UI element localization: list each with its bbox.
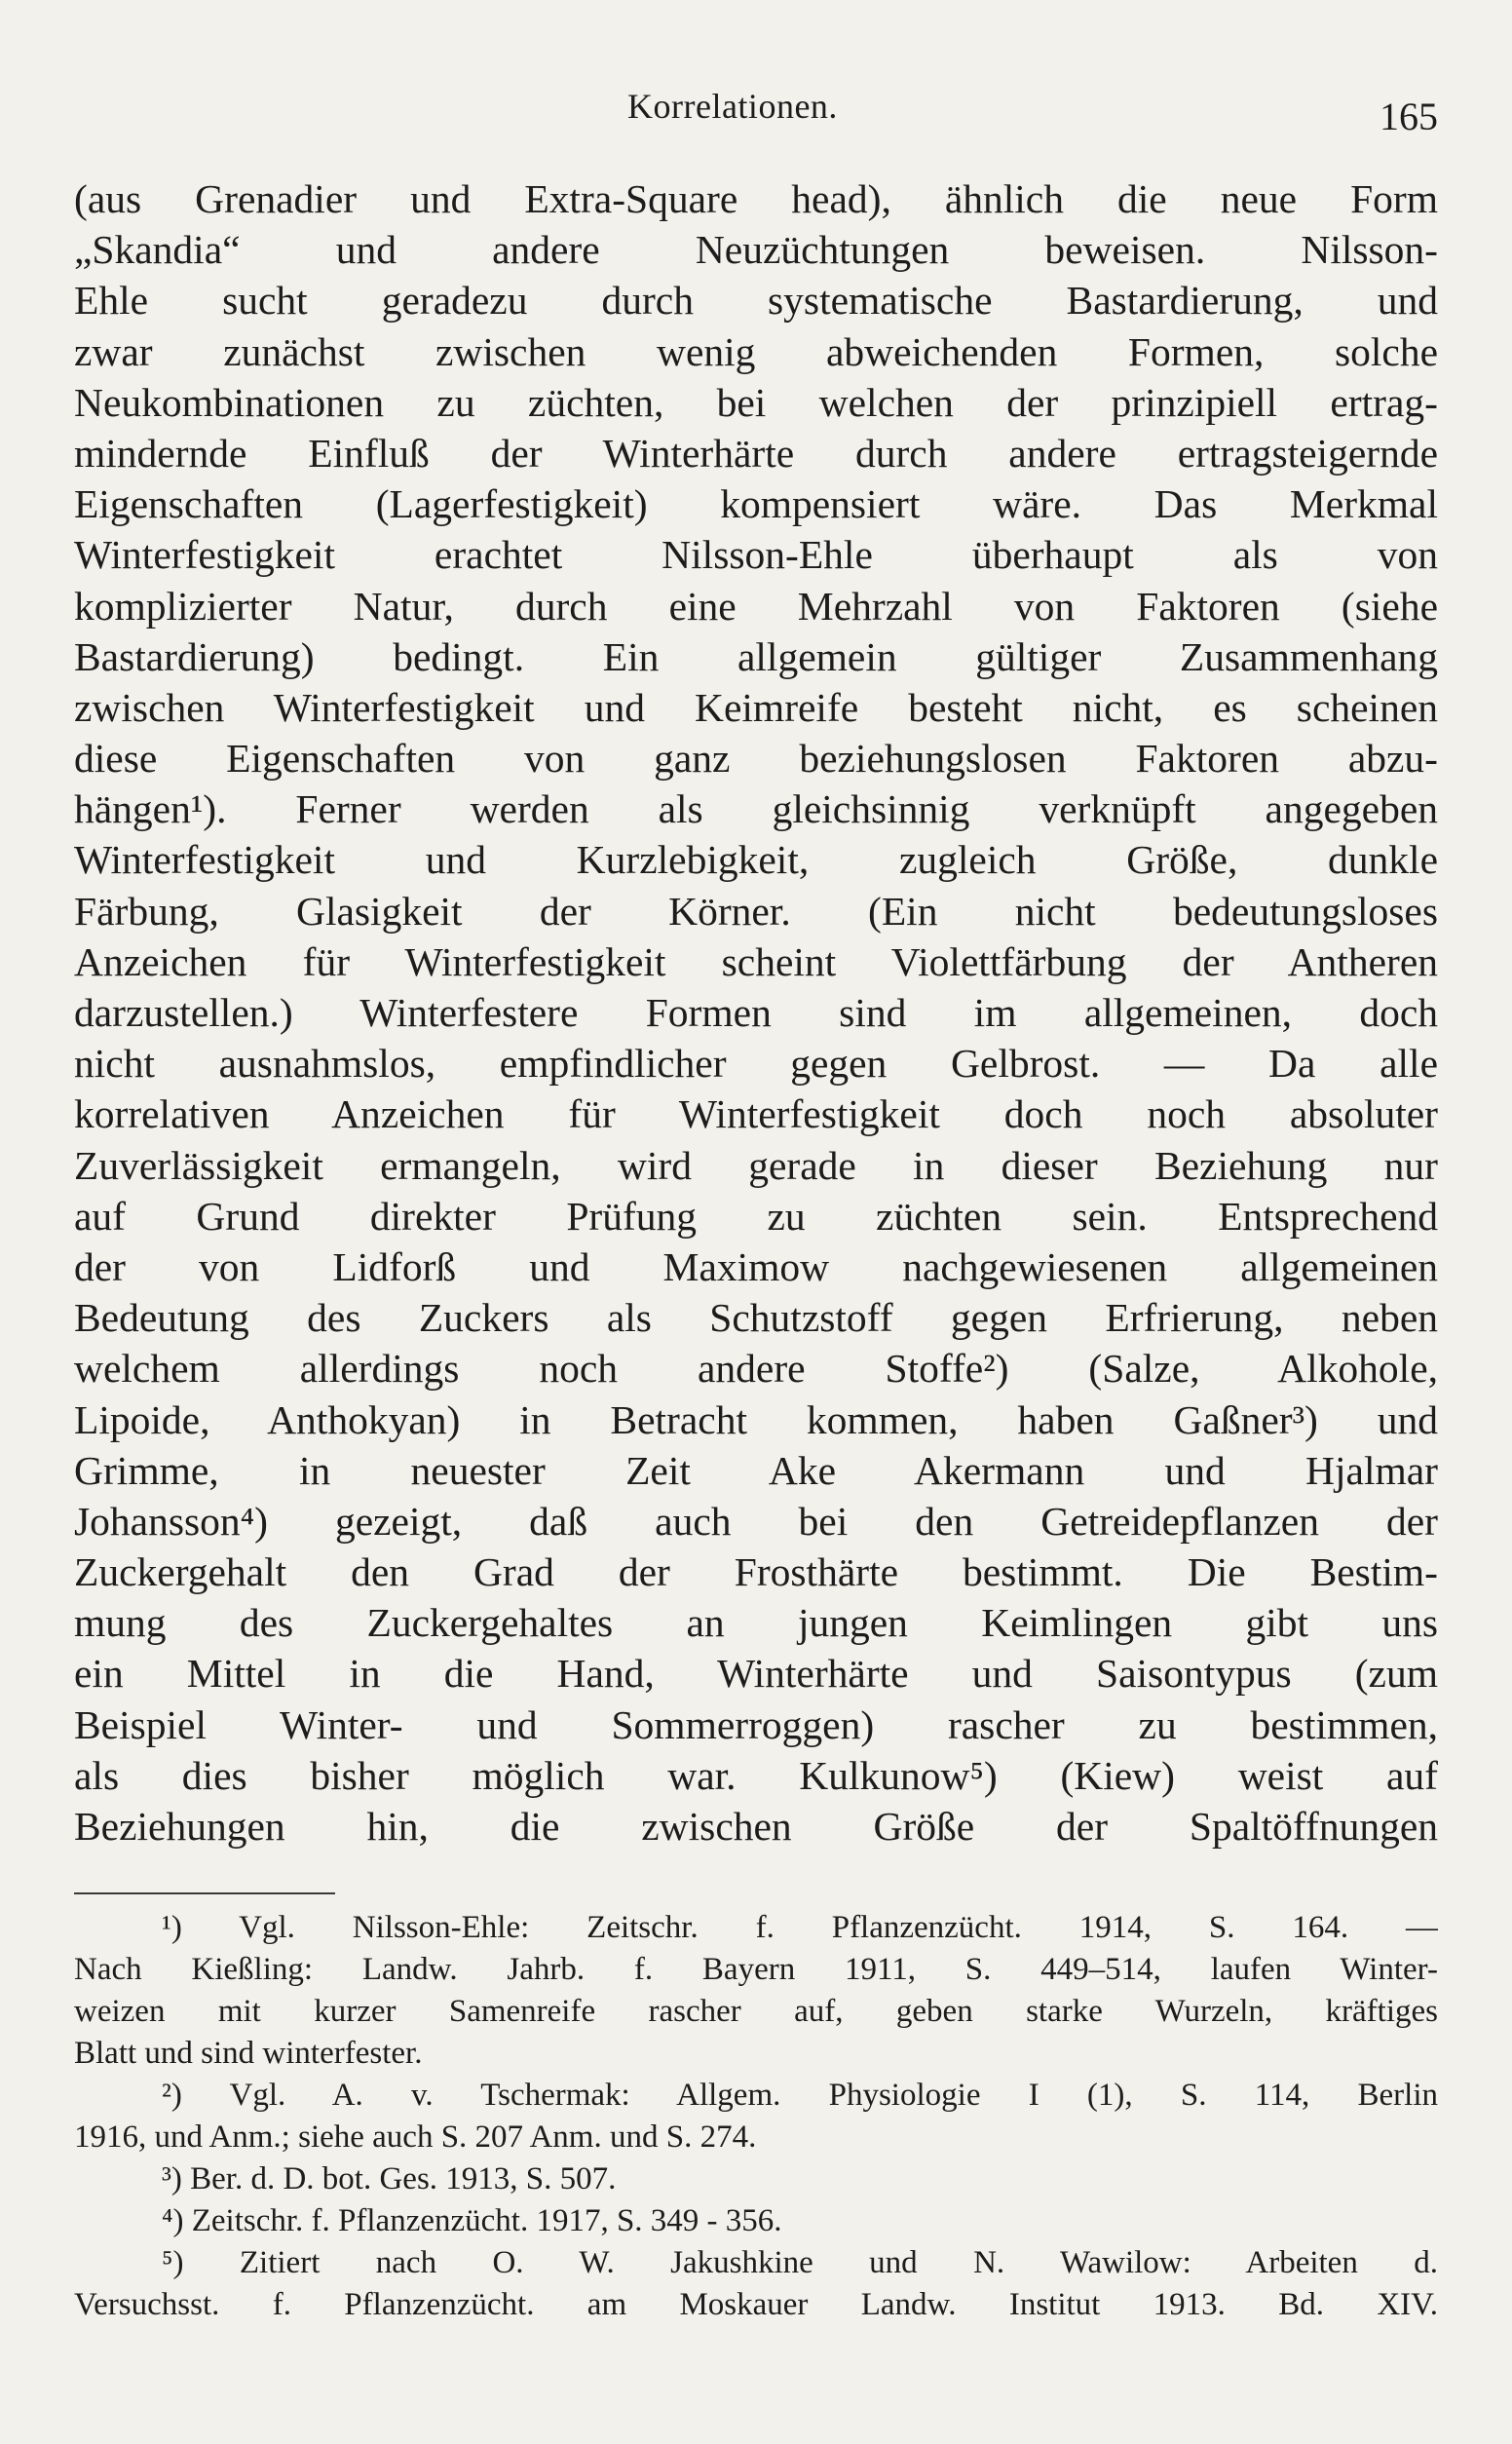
body-line: Eigenschaften (Lagerfestigkeit) kompensiert wäre. Das Merkmal [74,481,1438,527]
body-line: darzustellen.) Winterfestere Formen sind im allgemeinen, doch [74,990,1438,1035]
footnote-line: 1916, und Anm.; siehe auch S. 207 Anm. und S. 274. [74,2119,757,2155]
body-line: nicht ausnahmslos, empfindlicher gegen Gelbrost. — Da alle [74,1041,1438,1087]
body-line: Bastardierung) bedingt. Ein allgemein gültiger Zusammenhang [74,633,1438,679]
body-line: Neukombinationen zu züchten, bei welchen der prinzipiell ertrag- [74,379,1438,425]
body-line: Grimme, in neuester Zeit Ake Akermann und Hjalmar [74,1447,1438,1493]
body-line: Färbung, Glasigkeit der Körner. (Ein nicht bedeutungsloses [74,888,1438,934]
footnote-line: ⁴) Zeitschr. f. Pflanzenzücht. 1917, S. 349 - 356. [162,2203,782,2238]
footnote-line: ²) Vgl. A. v. Tschermak: Allgem. Physiologie I (1), S. 114, Berlin [162,2078,1438,2113]
page-header [74,80,1438,138]
footnote-line: weizen mit kurzer Samenreife rascher auf, geben starke Wurzeln, kräftiges [74,1994,1438,2029]
body-line: Winterfestigkeit und Kurzlebigkeit, zugleich Größe, dunkle [74,837,1438,883]
footnote-line: Nach Kießling: Landw. Jahrb. f. Bayern 1911, S. 449–514, laufen Winter- [74,1952,1438,1987]
body-line: der von Lidforß und Maximow nachgewiesenen allgemeinen [74,1243,1438,1289]
footnote-line: ¹) Vgl. Nilsson-Ehle: Zeitschr. f. Pflanzenzücht. 1914, S. 164. — [162,1910,1438,1945]
body-line: Beispiel Winter- und Sommerroggen) rascher zu bestimmen, [74,1701,1438,1747]
body-line: hängen¹). Ferner werden als gleichsinnig verknüpft angegeben [74,786,1438,832]
body-line: welchem allerdings noch andere Stoffe²) (Salze, Alkohole, [74,1346,1438,1392]
body-line: Beziehungen hin, die zwischen Größe der Spaltöffnungen [74,1804,1438,1849]
body-text [74,173,1438,1852]
footnote-line: Blatt und sind winterfester. [74,2036,423,2071]
footnote-line: Versuchsst. f. Pflanzenzücht. am Moskauer Landw. Institut 1913. Bd. XIV. [74,2287,1438,2322]
body-line: zwischen Winterfestigkeit und Keimreife besteht nicht, es scheinen [74,684,1438,730]
body-line: Anzeichen für Winterfestigkeit scheint Violettfärbung der Antheren [74,938,1438,984]
body-line: (aus Grenadier und Extra-Square head), ähnlich die neue Form [74,176,1438,221]
body-line: auf Grund direkter Prüfung zu züchten sein. Entsprechend [74,1193,1438,1239]
footnote-line: ³) Ber. d. D. bot. Ges. 1913, S. 507. [162,2161,617,2196]
body-line: mung des Zuckergehaltes an jungen Keimlingen gibt uns [74,1600,1438,1646]
body-line: diese Eigenschaften von ganz beziehungslosen Faktoren abzu- [74,736,1438,782]
footnote-line: ⁵) Zitiert nach O. W. Jakushkine und N. Wawilow: Arbeiten d. [162,2245,1438,2280]
body-line: Winterfestigkeit erachtet Nilsson-Ehle überhaupt als von [74,532,1438,578]
footnote-divider [74,1892,335,1894]
body-line: „Skandia“ und andere Neuzüchtungen beweisen. Nilsson- [74,227,1438,273]
footnotes [74,1907,1438,2326]
body-line: ein Mittel in die Hand, Winterhärte und Saisontypus (zum [74,1651,1438,1697]
body-line: Zuverlässigkeit ermangeln, wird gerade in dieser Beziehung nur [74,1142,1438,1188]
body-line: als dies bisher möglich war. Kulkunow⁵) (Kiew) weist auf [74,1752,1438,1798]
body-line: Zuckergehalt den Grad der Frosthärte bestimmt. Die Bestim- [74,1549,1438,1595]
page-number: 165 [1380,95,1438,138]
body-line: Lipoide, Anthokyan) in Betracht kommen, haben Gaßner³) und [74,1396,1438,1442]
body-line: Bedeutung des Zuckers als Schutzstoff gegen Erfrierung, neben [74,1295,1438,1341]
body-line: mindernde Einfluß der Winterhärte durch andere ertragsteigernde [74,430,1438,476]
body-line: komplizierter Natur, durch eine Mehrzahl von Faktoren (siehe [74,583,1438,629]
running-head: Korrelationen. [627,87,838,126]
body-line: korrelativen Anzeichen für Winterfestigkeit doch noch absoluter [74,1091,1438,1137]
body-line: Ehle sucht geradezu durch systematische Bastardierung, und [74,278,1438,324]
body-line: Johansson⁴) gezeigt, daß auch bei den Getreidepflanzen der [74,1498,1438,1544]
body-line: zwar zunächst zwischen wenig abweichenden Formen, solche [74,328,1438,374]
